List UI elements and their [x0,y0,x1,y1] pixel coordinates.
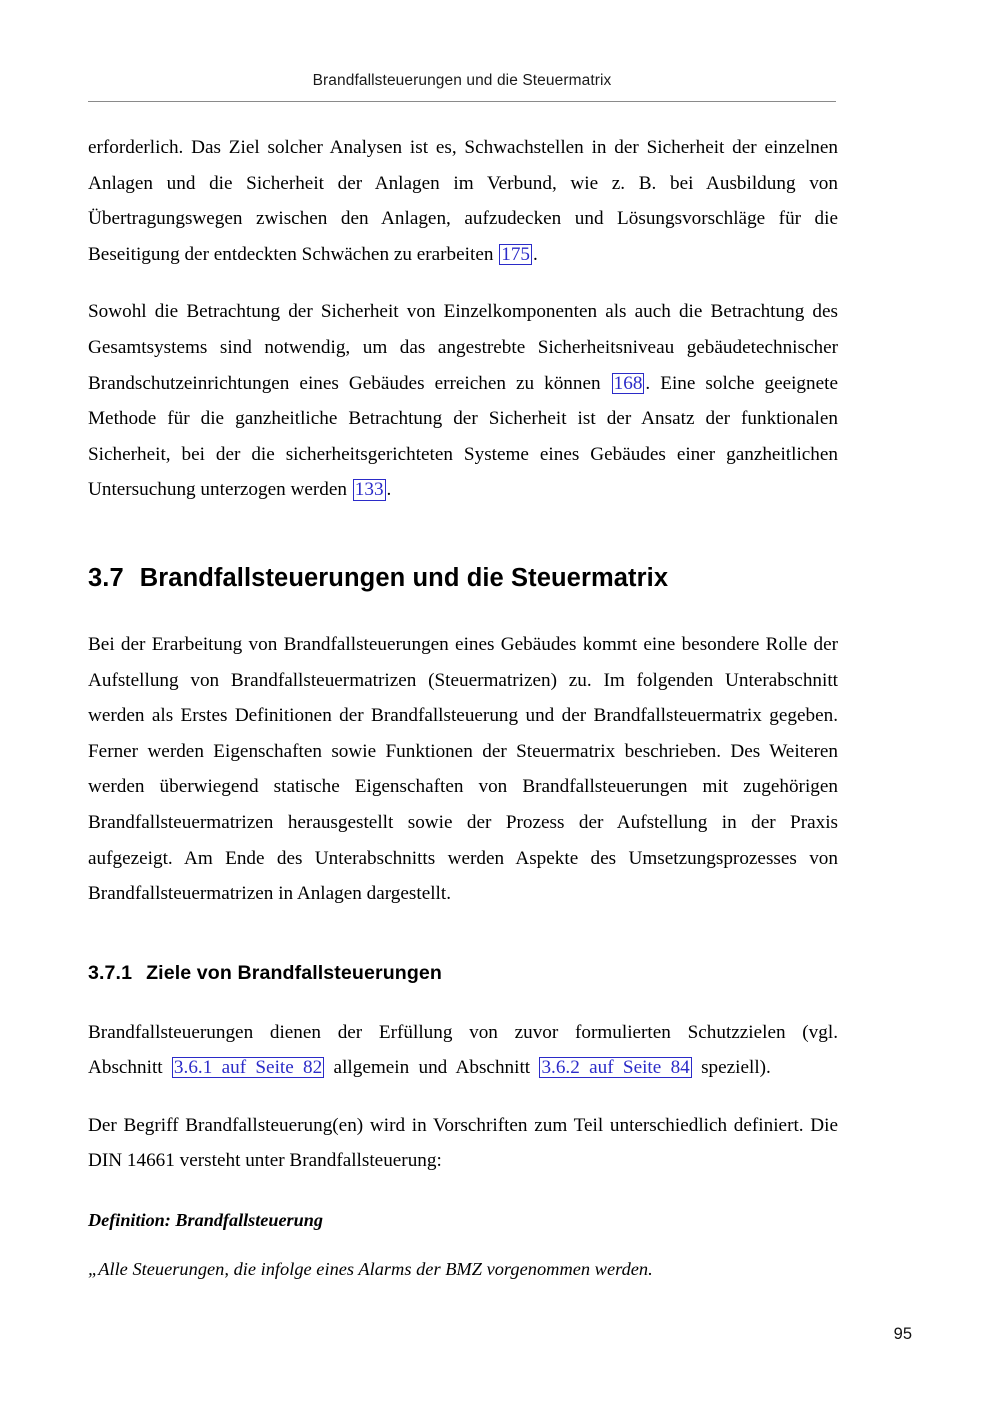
paragraph-text: Brandfallsteuerungen dienen der Erfüllung von zuvor formulierten Schutzzielen (vgl. Abschnitt [88,1021,838,1079]
paragraph-schutzziele [88,1015,838,1086]
running-head-rule [88,101,836,102]
running-head: Brandfallsteuerungen und die Steuermatrix [312,72,612,89]
paragraph-text-end: speziell). [691,1057,771,1079]
paragraph-text-mid: . Eine solche geeignete Methode für die ganzheitliche Betrachtung der Sicherheit ist der Ansatz der funktionalen Sicherheit, bei der die sicherheitsgerichteten Systeme eines Gebäudes einer ganzheitlichen Untersuchung unterzogen werden [88,372,838,501]
paragraph-begriff: Der Begriff Brandfallsteuerung(en) wird in Vorschriften zum Teil unterschiedlich definiert. Die DIN 14661 versteht unter Brandfallsteuerung: [88,1114,838,1172]
page-content [88,130,838,1285]
paragraph-continuation [88,130,838,272]
cross-reference-link[interactable]: 3.6.1 auf Seite 82 [173,1057,323,1079]
paragraph-section-intro: Bei der Erarbeitung von Brandfallsteuerungen eines Gebäudes kommt eine besondere Rolle der Aufstellung von Brandfallsteuermatrizen (Steuermatrizen) zu. Im folgenden Unterabschnitt werden als Erstes Definitionen der Brandfallsteuerung und der Brandfallsteuermatrix gegeben. Ferner werden Eigenschaften sowie Funktionen der Steuermatrix beschrieben. Des Weiteren werden überwiegend statische Eigenschaften von Brandfallsteuerungen mit zugehörigen Brandfallsteuermatrizen herausgestellt sowie der Prozess der Aufstellung in der Praxis aufgezeigt. Am Ende des Unterabschnitts werden Aspekte des Umsetzungsprozesses von Brandfallsteuermatrizen in Anlagen dargestellt. [88,633,838,905]
subsection-heading [88,962,838,985]
section-title: Brandfallsteuerungen und die Steuermatrix [139,563,669,592]
definition-title: Definition: Brandfallsteuerung [88,1210,323,1231]
section-heading [88,564,838,593]
paragraph-text: erforderlich. Das Ziel solcher Analysen ist es, Schwachstellen in der Sicherheit der einzelnen Anlagen und die Sicherheit der Anlagen im Verbund, wie z. B. bei Ausbildung von Übertragungswegen zwischen den Anlagen, aufzudecken und Lösungsvorschläge für die Beseitigung der entdeckten Schwächen zu erarbeiten [88,137,838,265]
citation-reference[interactable]: 175 [501,243,531,265]
citation-reference[interactable]: 133 [354,479,384,501]
page-number: 95 [893,1325,912,1343]
paragraph-text-mid: allgemein und Abschnitt [324,1057,540,1079]
subsection-title: Ziele von Brandfallsteuerungen [146,961,442,984]
paragraph-text: Sowohl die Betrachtung der Sicherheit von Einzelkomponenten als auch die Betrachtung des Gesamtsystems sind notwendig, um das angestrebte Sicherheitsniveau gebäudetechnischer Brandschutzeinrichtungen eines Gebäudes erreichen zu können [88,301,838,394]
paragraph-text-end: . [533,243,538,265]
citation-reference[interactable]: 168 [613,372,643,394]
definition-quote: „Alle Steuerungen, die infolge eines Alarms der BMZ vorgenommen werden. [88,1259,653,1280]
section-number: 3.7 [88,563,124,592]
cross-reference-link[interactable]: 3.6.2 auf Seite 84 [541,1057,690,1079]
paragraph-text-end: . [386,479,392,501]
paragraph-gesamtsystem [88,294,838,508]
subsection-number: 3.7.1 [88,961,133,984]
